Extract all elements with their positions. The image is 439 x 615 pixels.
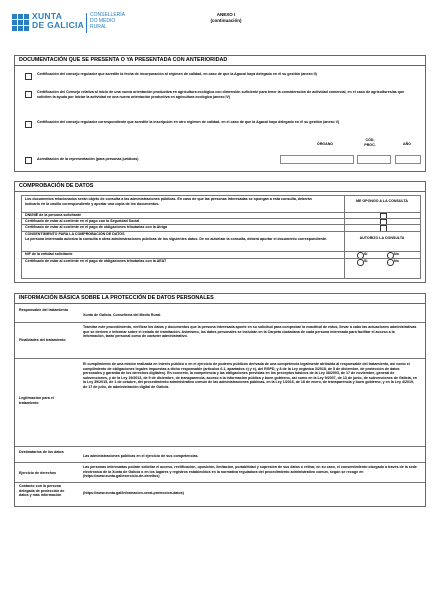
- dept-line-2: DO MEDIO: [90, 18, 116, 24]
- privacy-label-recipients: Destinatarios de los datos: [19, 450, 64, 454]
- privacy-text-purposes: Tramitar este procedimiento, verificar los datos y documentos que la persona interesada aporte en su solicitud para comprobar la exactitud de estos, llevar a cabo las actuaciones administrativas que se deriven e informar sobre el estado de tramitación. Asimismo, los datos personales se incluirán en la Carpeta ciudadana de cada persona interesada para facilitar el acceso a la información, tanto personal como de carácter administrativo.: [83, 325, 417, 339]
- oppose-header: ME OPONGO A LA CONSULTA: [356, 199, 408, 203]
- consent-1-no-label: No: [394, 252, 399, 256]
- continuation-label: (continuación): [210, 18, 242, 23]
- consent-2-yes-radio[interactable]: [357, 259, 364, 266]
- consent-item-1: NIF de la entidad solicitante: [25, 252, 73, 256]
- year-field[interactable]: [395, 155, 421, 164]
- col-code-header: CÓD. PROC.: [364, 138, 376, 147]
- table-divider: [344, 196, 345, 278]
- consent-2-no-radio[interactable]: [387, 259, 394, 266]
- dept-line-1: CONSELLERÍA: [90, 12, 126, 18]
- header: [12, 12, 432, 44]
- consent-1-yes-label: Sí: [364, 252, 368, 256]
- privacy-title: INFORMACIÓN BÁSICA SOBRE LA PROTECCIÓN DE DATOS PERSONALES: [15, 294, 425, 304]
- privacy-sep-3: [15, 446, 425, 447]
- privacy-text-legitimacy: El cumplimiento de una misión realizada en interés público o en el ejercicio de poderes públicos derivada de una competencia legalmente atribuida al responsable del tratamiento, así como el cumplimiento de obligaciones legales impuestas a dicho responsable (artículos 6.1, apartados c) y e), del RGPD, y 8 de la Ley orgánica 3/2018, de 5 de diciembre, de protección de datos personales y garantía de los derechos digitales). En concreto, la competencia y las obligaciones previstas en los preceptos básicos de la Ley 38/2003, de 17 de noviembre, general de subvenciones, y de la Ley 19/2013, de 9 de diciembre, de transparencia, acceso a la información pública y buen gobierno, así como en la Ley 9/2007, de 13 de junio, de subvenciones de Galicia, en la Ley 39/2015, de 1 de octubre, del procedimiento administrativo común de las administraciones públicas, en la Ley 1/2016, de 18 de enero, de transparencia y buen gobierno, y en la Ley 4/2019, de 17 de julio, de administración digital de Galicia.: [83, 362, 417, 389]
- col-organ-header: ÓRGANO: [316, 142, 334, 146]
- logo-text: [32, 12, 84, 30]
- oppose-table: [21, 195, 421, 279]
- doc-item-2: Certificación del Consejo relativa al inicio de una nueva orientación productiva en agricultura ecológica con dimensión suficiente para tener la consideración de actividad comercial, en el caso de agricultores/as que soliciten la ayuda por iniciar la actividad en una nueva orientación productiva en agricultura ecológica (anexo IV): [37, 90, 405, 99]
- doc-checkbox-1[interactable]: [25, 73, 32, 80]
- privacy-text-controller: Xunta de Galicia. Consellería del Medio Rural.: [83, 313, 162, 317]
- privacy-text-contact[interactable]: (https://www.xunta.gal/informacion-xeral-proteccion-datos): [83, 491, 184, 495]
- consent-2-no-label: No: [394, 259, 399, 263]
- oppose-item-3: Certificado de estar al corriente en el pago de obligaciones tributarias con la Atriga: [25, 225, 168, 229]
- representation-checkbox[interactable]: [25, 157, 32, 164]
- doc-item-3: Certificación del consejo regulador correspondiente que acredite la inscripción en otro régimen de calidad, en el caso de que la Agacal haya delegado en él su gestión (anexo V): [37, 120, 340, 124]
- consent-intro: CONSENTIMIENTO PARA LA COMPROBACIÓN DE DATOS La persona interesada autoriza la consulta a otras administraciones públicas de los siguientes datos. De no autorizar la consulta, deberá aportar el documento correspondiente.: [25, 232, 327, 241]
- privacy-sep-1: [15, 322, 425, 323]
- organ-field[interactable]: [280, 155, 354, 164]
- representation-label: Acreditación de la representación (para personas jurídicas): [37, 157, 139, 161]
- privacy-label-legitimacy: Legitimación para el tratamiento: [19, 396, 54, 405]
- privacy-text-rights: Las personas interesadas podrán solicitar el acceso, rectificación, oposición, limitación, portabilidad y supresión de sus datos o retirar, en su caso, el consentimiento otorgado a través de la sede electrónica de la Xunta de Galicia o en los lugares y registros establecidos en la normativa reguladora del procedimiento administrativo común, según se recoge en (https://www.xunta.gal/exercicio-de-dereitos): [83, 465, 417, 479]
- privacy-section: [14, 293, 426, 507]
- check-intro: Los documentos relacionados serán objeto de consulta a las administraciones públicas. En caso de que las personas interesadas se opongan a esta consulta, deberán indicarlo en la casilla correspondiente y aportar una copia de los documentos.: [25, 197, 312, 206]
- data-check-title: COMPROBACIÓN DE DATOS: [15, 182, 425, 192]
- consent-item-2: Certificado de estar al corriente en el pago de obligaciones tributarias con la AEAT: [25, 259, 167, 263]
- annex-label: ANEXO I: [216, 12, 236, 17]
- oppose-item-2: Certificado de estar al corriente en el pago con la Seguridad Social: [25, 219, 140, 223]
- privacy-label-contact: Contacto con la persona delegada de protección de datos y más información: [19, 484, 65, 498]
- privacy-text-recipients: Las administraciones públicas en el ejercicio de sus competencias.: [83, 454, 199, 458]
- col-year-header: AÑO: [403, 142, 411, 146]
- doc-item-1: Certificación del consejo regulador que acredite la fecha de incorporación al régimen de calidad, en caso de que la Agacal haya delegado en él su gestión (anexo II): [37, 72, 317, 76]
- xunta-logo-icon: [12, 14, 29, 31]
- privacy-label-purposes: Finalidades del tratamiento: [19, 338, 66, 342]
- privacy-sep-4: [15, 462, 425, 463]
- authorize-header: AUTORIZO LA CONSULTA: [359, 236, 405, 240]
- documentation-title: DOCUMENTACIÓN QUE SE PRESENTA O YA PRESENTADA CON ANTERIORIDAD: [15, 56, 425, 66]
- doc-checkbox-3[interactable]: [25, 121, 32, 128]
- logo-line-1: XUNTA: [32, 11, 63, 21]
- data-check-section: [14, 181, 426, 283]
- doc-checkbox-2[interactable]: [25, 91, 32, 98]
- consent-2-yes-label: Sí: [364, 259, 368, 263]
- dept-line-3: RURAL: [90, 24, 107, 30]
- annex-title: [206, 12, 246, 24]
- oppose-item-1: DNI/NIE de la persona solicitante: [25, 213, 82, 217]
- privacy-sep-2: [15, 358, 425, 359]
- documentation-section: [14, 55, 426, 172]
- code-field[interactable]: [357, 155, 391, 164]
- department-name: [90, 12, 125, 30]
- privacy-label-controller: Responsable del tratamiento: [19, 308, 69, 312]
- privacy-label-rights: Ejercicio de derechos: [19, 471, 57, 475]
- privacy-sep-5: [15, 482, 425, 483]
- logo-divider: [86, 13, 87, 33]
- logo-line-2: DE GALICIA: [32, 20, 85, 30]
